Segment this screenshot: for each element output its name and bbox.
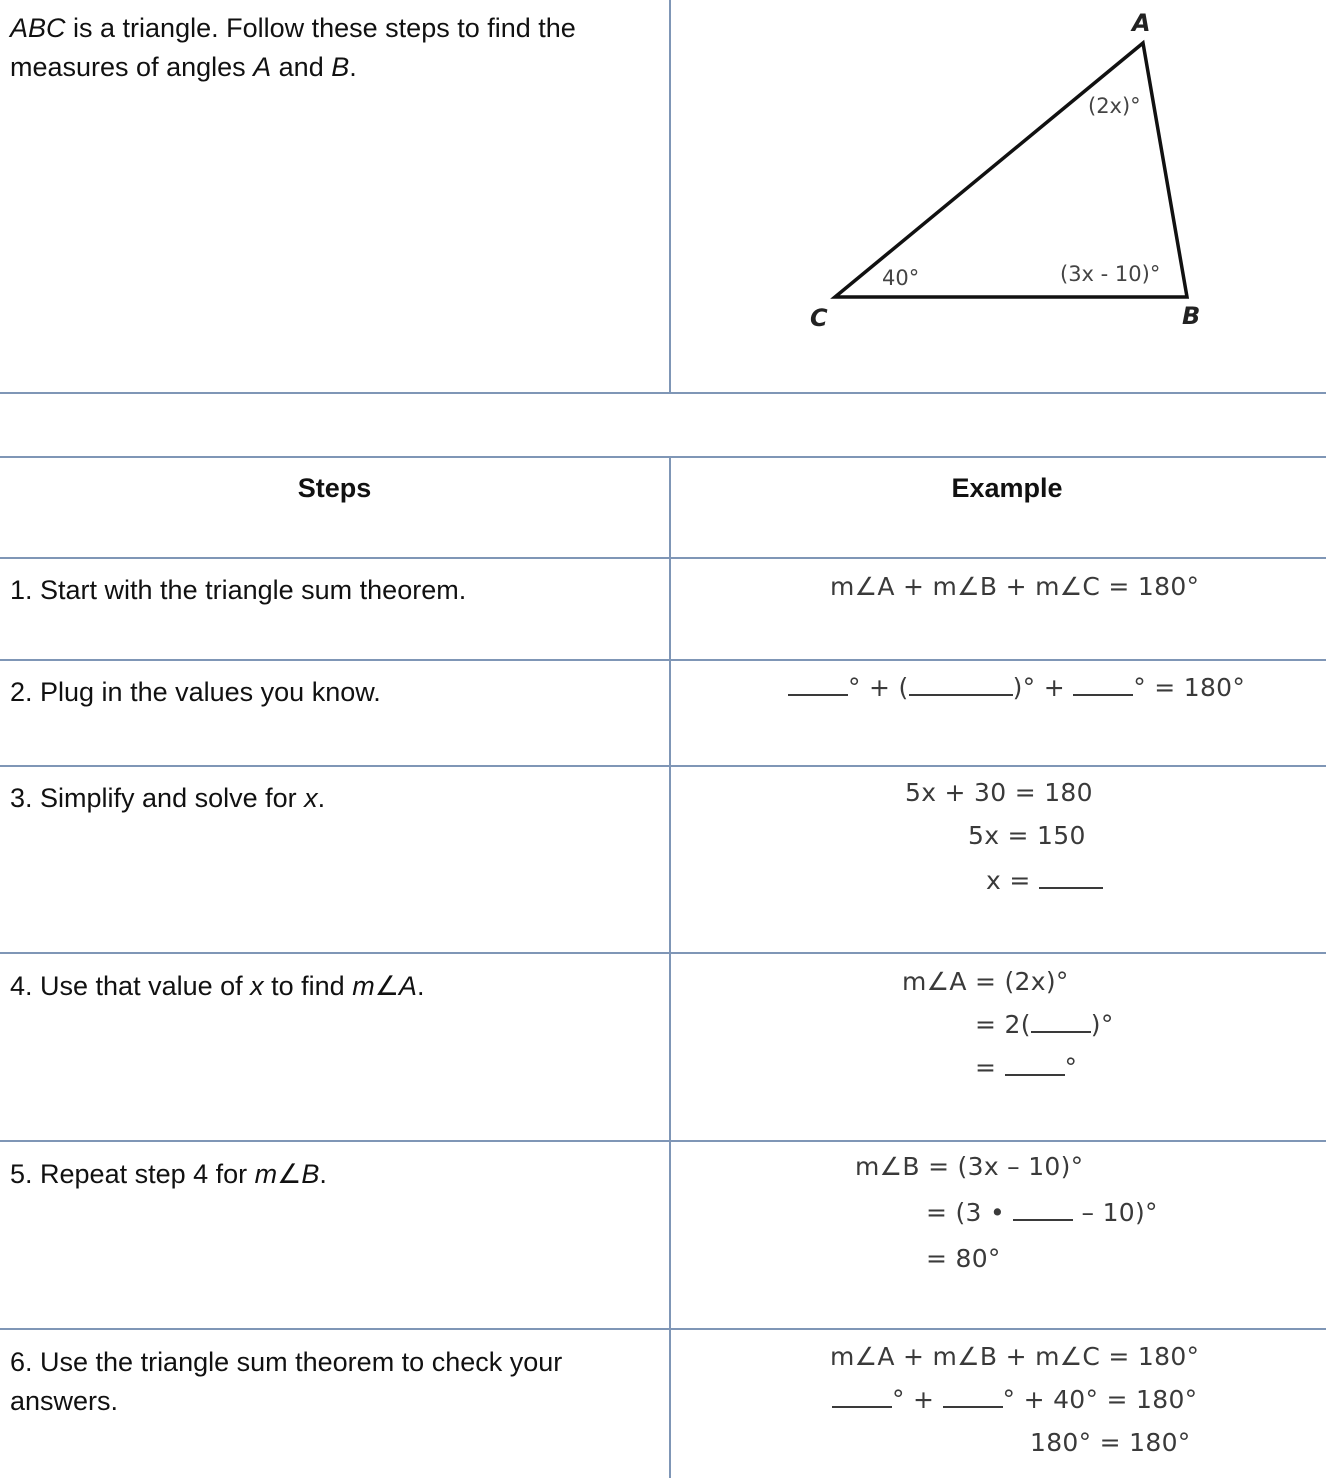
step-6-line-3: 180° = 180°	[1030, 1428, 1191, 1457]
header-steps: Steps	[297, 473, 372, 503]
vertex-label-b: B	[1182, 302, 1201, 330]
step-6-line-2: ° + ° + 40° = 180°	[832, 1385, 1197, 1415]
step-4-text: 4. Use that value of x to find m∠A.	[10, 971, 425, 1001]
blank-check-angle-a	[832, 1386, 892, 1408]
steps-column-divider	[669, 456, 671, 1478]
step-3-line-1: 5x + 30 = 180	[905, 778, 1093, 807]
row-border-4	[0, 952, 1326, 954]
step-3-line-3: x =	[986, 866, 1103, 896]
step-1-text: 1. Start with the triangle sum theorem.	[10, 575, 467, 605]
step-5-text: 5. Repeat step 4 for m∠B.	[10, 1159, 327, 1189]
blank-angle-a-result	[1005, 1054, 1065, 1076]
triangle-diagram	[670, 0, 1326, 392]
intro-text: ABC is a triangle. Follow these steps to find the measures of angles A and B.	[10, 13, 576, 82]
step-1-equation: m∠A + m∠B + m∠C = 180°	[830, 572, 1200, 601]
vertex-label-c: C	[810, 304, 828, 332]
step-3-line-2: 5x = 150	[968, 821, 1086, 850]
step-2-equation: ° + ( )° + ° = 180°	[788, 673, 1245, 703]
step-2-text: 2. Plug in the values you know.	[10, 677, 381, 707]
steps-table-top-border	[0, 456, 1326, 458]
step-3-text: 3. Simplify and solve for x.	[10, 783, 326, 813]
step-4-line-3: = °	[975, 1053, 1078, 1082]
blank-x-substitution-b	[1013, 1199, 1073, 1221]
step-4-line-2: = 2( )°	[975, 1010, 1114, 1039]
angle-a-label: (2x)°	[1088, 94, 1141, 118]
intro-triangle-name: ABC	[10, 13, 66, 43]
blank-check-angle-b	[943, 1386, 1003, 1408]
blank-angle-a	[788, 674, 848, 696]
angle-c-label: 40°	[882, 266, 920, 290]
triangle-abc	[835, 43, 1187, 297]
top-table-bottom-border	[0, 392, 1326, 394]
step-4-line-1: m∠A = (2x)°	[902, 967, 1069, 996]
row-border-1	[0, 557, 1326, 559]
step-5-line-2: = (3 • – 10)°	[926, 1198, 1158, 1227]
row-border-3	[0, 765, 1326, 767]
angle-b-label: (3x - 10)°	[1060, 262, 1161, 286]
row-border-2	[0, 659, 1326, 661]
step-5-line-3: = 80°	[926, 1244, 1001, 1273]
blank-angle-b	[909, 674, 1013, 696]
blank-x-substitution	[1031, 1011, 1091, 1033]
row-border-6	[0, 1328, 1326, 1330]
blank-angle-c	[1073, 674, 1133, 696]
step-6-text: 6. Use the triangle sum theorem to check your answers.	[10, 1347, 563, 1416]
step-6-line-1: m∠A + m∠B + m∠C = 180°	[830, 1342, 1200, 1371]
step-5-line-1: m∠B = (3x – 10)°	[855, 1152, 1084, 1181]
vertex-label-a: A	[1132, 9, 1151, 37]
blank-x-value	[1039, 867, 1103, 889]
row-border-5	[0, 1140, 1326, 1142]
header-example: Example	[951, 473, 1063, 503]
